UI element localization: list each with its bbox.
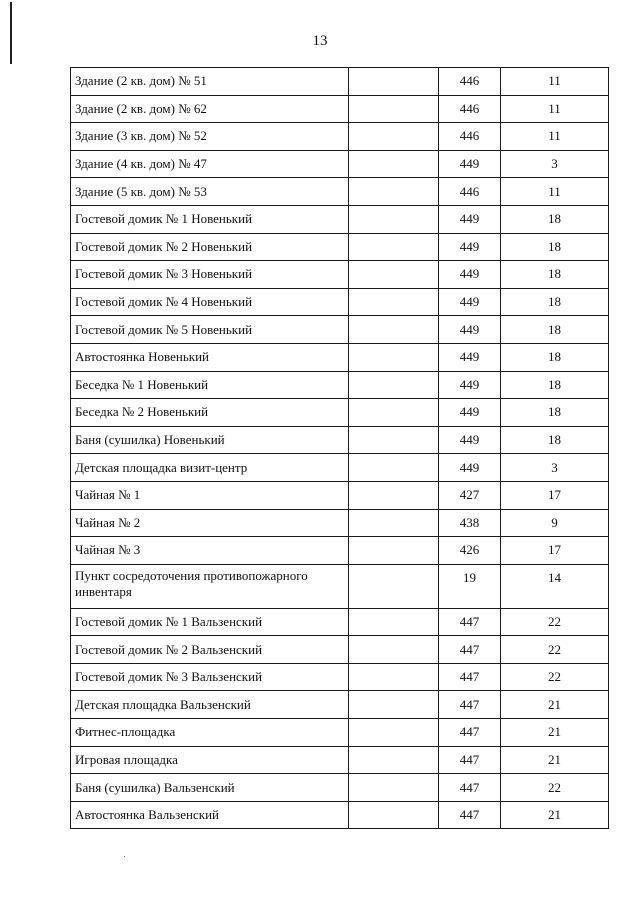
empty-cell bbox=[349, 746, 439, 774]
table-row bbox=[71, 233, 609, 261]
table-row bbox=[71, 481, 609, 509]
empty-cell bbox=[349, 343, 439, 371]
value-cell: 11 bbox=[501, 123, 609, 151]
object-name-cell: Гостевой домик № 3 Вальзенский bbox=[71, 663, 349, 691]
table-row bbox=[71, 454, 609, 482]
table-row bbox=[71, 95, 609, 123]
object-name-cell: Автостоянка Новенький bbox=[71, 343, 349, 371]
table-row bbox=[71, 509, 609, 537]
object-name-cell: Гостевой домик № 1 Новенький bbox=[71, 205, 349, 233]
table-row bbox=[71, 691, 609, 719]
object-name-cell: Гостевой домик № 2 Новенький bbox=[71, 233, 349, 261]
code-cell: 446 bbox=[439, 95, 501, 123]
value-cell: 11 bbox=[501, 68, 609, 96]
code-cell: 447 bbox=[439, 774, 501, 802]
object-name-cell: Беседка № 1 Новенький bbox=[71, 371, 349, 399]
code-cell: 446 bbox=[439, 178, 501, 206]
empty-cell bbox=[349, 288, 439, 316]
value-cell: 18 bbox=[501, 426, 609, 454]
object-name-cell: Гостевой домик № 1 Вальзенский bbox=[71, 608, 349, 636]
empty-cell bbox=[349, 123, 439, 151]
code-cell: 449 bbox=[439, 288, 501, 316]
empty-cell bbox=[349, 481, 439, 509]
code-cell: 446 bbox=[439, 68, 501, 96]
scan-speck bbox=[124, 856, 125, 857]
value-cell: 21 bbox=[501, 801, 609, 829]
object-name-cell: Игровая площадка bbox=[71, 746, 349, 774]
code-cell: 449 bbox=[439, 150, 501, 178]
code-cell: 449 bbox=[439, 205, 501, 233]
object-name-cell: Здание (5 кв. дом) № 53 bbox=[71, 178, 349, 206]
empty-cell bbox=[349, 68, 439, 96]
table-body bbox=[71, 68, 609, 829]
value-cell: 17 bbox=[501, 481, 609, 509]
table-row bbox=[71, 288, 609, 316]
object-name-cell: Баня (сушилка) Новенький bbox=[71, 426, 349, 454]
object-name-cell: Детская площадка визит-центр bbox=[71, 454, 349, 482]
empty-cell bbox=[349, 774, 439, 802]
object-name-cell: Детская площадка Вальзенский bbox=[71, 691, 349, 719]
empty-cell bbox=[349, 261, 439, 289]
empty-cell bbox=[349, 316, 439, 344]
value-cell: 18 bbox=[501, 233, 609, 261]
empty-cell bbox=[349, 801, 439, 829]
value-cell: 22 bbox=[501, 608, 609, 636]
empty-cell bbox=[349, 564, 439, 608]
table-row bbox=[71, 564, 609, 608]
object-name-cell: Чайная № 2 bbox=[71, 509, 349, 537]
table-row bbox=[71, 636, 609, 664]
value-cell: 11 bbox=[501, 178, 609, 206]
empty-cell bbox=[349, 205, 439, 233]
table-row bbox=[71, 150, 609, 178]
object-name-cell: Автостоянка Вальзенский bbox=[71, 801, 349, 829]
value-cell: 18 bbox=[501, 261, 609, 289]
value-cell: 21 bbox=[501, 719, 609, 747]
object-name-cell: Гостевой домик № 5 Новенький bbox=[71, 316, 349, 344]
object-name-cell: Чайная № 3 bbox=[71, 537, 349, 565]
table-row bbox=[71, 746, 609, 774]
table-row bbox=[71, 608, 609, 636]
object-name-cell: Пункт сосредоточения противопожарного инвентаря bbox=[71, 564, 349, 608]
object-name-cell: Гостевой домик № 2 Вальзенский bbox=[71, 636, 349, 664]
empty-cell bbox=[349, 509, 439, 537]
empty-cell bbox=[349, 537, 439, 565]
value-cell: 22 bbox=[501, 663, 609, 691]
table-row bbox=[71, 261, 609, 289]
object-name-cell: Фитнес-площадка bbox=[71, 719, 349, 747]
code-cell: 447 bbox=[439, 608, 501, 636]
value-cell: 21 bbox=[501, 691, 609, 719]
empty-cell bbox=[349, 178, 439, 206]
code-cell: 447 bbox=[439, 691, 501, 719]
object-name-cell: Здание (2 кв. дом) № 62 bbox=[71, 95, 349, 123]
value-cell: 21 bbox=[501, 746, 609, 774]
table-row bbox=[71, 399, 609, 427]
empty-cell bbox=[349, 454, 439, 482]
object-name-cell: Здание (4 кв. дом) № 47 bbox=[71, 150, 349, 178]
table-row bbox=[71, 178, 609, 206]
value-cell: 18 bbox=[501, 399, 609, 427]
table-row bbox=[71, 719, 609, 747]
value-cell: 11 bbox=[501, 95, 609, 123]
value-cell: 18 bbox=[501, 288, 609, 316]
code-cell: 447 bbox=[439, 746, 501, 774]
code-cell: 438 bbox=[439, 509, 501, 537]
value-cell: 18 bbox=[501, 205, 609, 233]
table-row bbox=[71, 426, 609, 454]
code-cell: 446 bbox=[439, 123, 501, 151]
empty-cell bbox=[349, 636, 439, 664]
code-cell: 447 bbox=[439, 663, 501, 691]
empty-cell bbox=[349, 233, 439, 261]
object-name-cell: Гостевой домик № 3 Новенький bbox=[71, 261, 349, 289]
objects-table bbox=[70, 67, 609, 829]
table-row bbox=[71, 371, 609, 399]
code-cell: 447 bbox=[439, 636, 501, 664]
code-cell: 449 bbox=[439, 399, 501, 427]
value-cell: 17 bbox=[501, 537, 609, 565]
empty-cell bbox=[349, 150, 439, 178]
object-name-cell: Здание (3 кв. дом) № 52 bbox=[71, 123, 349, 151]
empty-cell bbox=[349, 691, 439, 719]
code-cell: 19 bbox=[439, 564, 501, 608]
code-cell: 447 bbox=[439, 801, 501, 829]
value-cell: 22 bbox=[501, 636, 609, 664]
table-row bbox=[71, 801, 609, 829]
empty-cell bbox=[349, 399, 439, 427]
value-cell: 18 bbox=[501, 371, 609, 399]
code-cell: 426 bbox=[439, 537, 501, 565]
object-name-cell: Гостевой домик № 4 Новенький bbox=[71, 288, 349, 316]
code-cell: 449 bbox=[439, 426, 501, 454]
value-cell: 3 bbox=[501, 454, 609, 482]
empty-cell bbox=[349, 426, 439, 454]
code-cell: 447 bbox=[439, 719, 501, 747]
empty-cell bbox=[349, 95, 439, 123]
table-row bbox=[71, 663, 609, 691]
table-row bbox=[71, 774, 609, 802]
code-cell: 449 bbox=[439, 316, 501, 344]
code-cell: 449 bbox=[439, 261, 501, 289]
value-cell: 3 bbox=[501, 150, 609, 178]
empty-cell bbox=[349, 719, 439, 747]
value-cell: 18 bbox=[501, 343, 609, 371]
value-cell: 14 bbox=[501, 564, 609, 608]
table-row bbox=[71, 316, 609, 344]
code-cell: 449 bbox=[439, 454, 501, 482]
empty-cell bbox=[349, 608, 439, 636]
empty-cell bbox=[349, 663, 439, 691]
table-row bbox=[71, 537, 609, 565]
object-name-cell: Беседка № 2 Новенький bbox=[71, 399, 349, 427]
page-number: 13 bbox=[312, 33, 328, 49]
table-row bbox=[71, 68, 609, 96]
object-name-cell: Чайная № 1 bbox=[71, 481, 349, 509]
empty-cell bbox=[349, 371, 439, 399]
code-cell: 449 bbox=[439, 233, 501, 261]
table-row bbox=[71, 343, 609, 371]
value-cell: 18 bbox=[501, 316, 609, 344]
object-name-cell: Баня (сушилка) Вальзенский bbox=[71, 774, 349, 802]
value-cell: 9 bbox=[501, 509, 609, 537]
table-row bbox=[71, 205, 609, 233]
object-name-cell: Здание (2 кв. дом) № 51 bbox=[71, 68, 349, 96]
code-cell: 449 bbox=[439, 343, 501, 371]
code-cell: 449 bbox=[439, 371, 501, 399]
code-cell: 427 bbox=[439, 481, 501, 509]
table-row bbox=[71, 123, 609, 151]
value-cell: 22 bbox=[501, 774, 609, 802]
